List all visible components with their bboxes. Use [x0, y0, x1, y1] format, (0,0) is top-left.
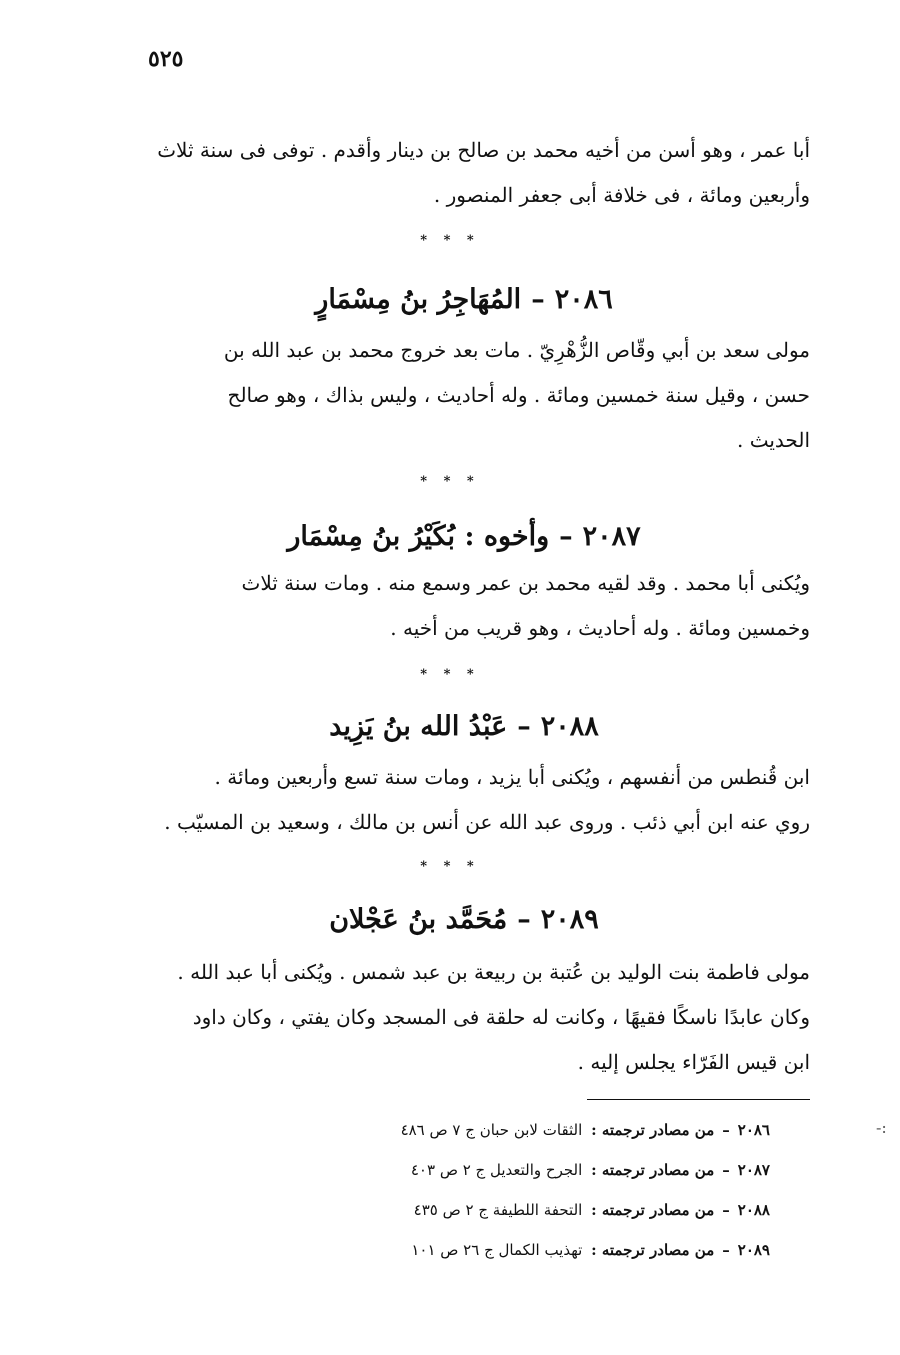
entry-body-2087	[118, 561, 810, 651]
entry-name: مُحَمَّد بنُ عَجْلان	[329, 904, 508, 935]
page-number: ٥٢٥	[148, 46, 184, 72]
entry-heading-2089	[118, 900, 810, 940]
footnote-dash: –	[722, 1241, 730, 1259]
footnote-label: من مصادر ترجمته :	[591, 1201, 715, 1219]
paragraph-line: روي عنه ابن أبي ذئب . وروى عبد الله عن أنس بن مالك ، وسعيد بن المسيّب .	[164, 810, 810, 834]
footnote-label: من مصادر ترجمته :	[591, 1161, 715, 1179]
entry-heading-2087	[118, 517, 810, 557]
entry-body-2086	[118, 328, 810, 463]
footnote-label: من مصادر ترجمته :	[591, 1121, 715, 1139]
footnote-dash: –	[722, 1121, 730, 1139]
paragraph-line: ابن قُنطس من أنفسهم ، ويُكنى أبا يزيد ، ومات سنة تسع وأربعين ومائة .	[214, 765, 810, 789]
entry-number: ٢٠٨٦	[554, 284, 613, 315]
paragraph-line: وخمسين ومائة . وله أحاديث ، وهو قريب من أخيه .	[390, 616, 810, 640]
paragraph-line: وأربعين ومائة ، فى خلافة أبى جعفر المنصور .	[433, 183, 810, 207]
footnote-dash: –	[722, 1161, 730, 1179]
footnote-number: ٢٠٨٦	[737, 1121, 770, 1139]
paragraph-line: ويُكنى أبا محمد . وقد لقيه محمد بن عمر وسمع منه . ومات سنة ثلاث	[241, 571, 810, 595]
footnote-number: ٢٠٨٨	[737, 1201, 770, 1219]
footnote-item	[200, 1230, 770, 1270]
intro-paragraph	[118, 128, 810, 218]
footnotes	[200, 1110, 770, 1270]
paragraph-line: أبا عمر ، وهو أسن من أخيه محمد بن صالح بن دينار وأقدم . توفى فى سنة ثلاث	[157, 138, 810, 162]
paragraph-line: مولى سعد بن أبي وقّاص الزُّهْرِيّ . مات بعد خروج محمد بن عبد الله بن	[223, 338, 810, 362]
paragraph-line: ابن قيس الفَرّاء يجلس إليه .	[577, 1050, 810, 1074]
section-separator: * * *	[420, 474, 480, 489]
entry-dash: –	[559, 521, 573, 552]
footnote-source: تهذيب الكمال ج ٢٦ ص ١٠١	[411, 1241, 583, 1259]
margin-mark: -:	[876, 1118, 887, 1137]
entry-number: ٢٠٨٨	[540, 711, 599, 742]
entry-body-2088	[118, 755, 810, 845]
entry-number: ٢٠٨٧	[582, 521, 641, 552]
footnote-label: من مصادر ترجمته :	[591, 1241, 715, 1259]
entry-heading-2086	[118, 280, 810, 320]
section-separator: * * *	[420, 859, 480, 874]
paragraph-line: الحديث .	[737, 428, 810, 452]
section-separator: * * *	[420, 233, 480, 248]
footnote-source: التحفة اللطيفة ج ٢ ص ٤٣٥	[413, 1201, 583, 1219]
paragraph-line: حسن ، وقيل سنة خمسين ومائة . وله أحاديث ، وليس بذاك ، وهو صالح	[227, 383, 810, 407]
entry-name: عَبْدُ الله بنُ يَزِيد	[329, 711, 508, 742]
entry-dash: –	[517, 711, 531, 742]
footnote-number: ٢٠٨٧	[737, 1161, 770, 1179]
paragraph-line: مولى فاطمة بنت الوليد بن عُتبة بن ربيعة بن عبد شمس . ويُكنى أبا عبد الله .	[177, 960, 810, 984]
entry-name: المُهَاجِرُ بنُ مِسْمَارٍ	[315, 284, 522, 315]
footnote-item	[200, 1110, 770, 1150]
footnote-source: الجرح والتعديل ج ٢ ص ٤٠٣	[410, 1161, 583, 1179]
footnote-source: الثقات لابن حبان ج ٧ ص ٤٨٦	[400, 1121, 583, 1139]
footnote-item	[200, 1150, 770, 1190]
entry-dash: –	[517, 904, 531, 935]
section-separator: * * *	[420, 667, 480, 682]
footnote-divider	[587, 1099, 810, 1100]
entry-dash: –	[531, 284, 545, 315]
footnote-number: ٢٠٨٩	[737, 1241, 770, 1259]
entry-number: ٢٠٨٩	[540, 904, 599, 935]
paragraph-line: وكان عابدًا ناسكًا فقيهًا ، وكانت له حلقة فى المسجد وكان يفتي ، وكان داود	[192, 1005, 810, 1029]
footnote-dash: –	[722, 1201, 730, 1219]
footnote-item	[200, 1190, 770, 1230]
entry-name: وأخوه : بُكَيْرُ بنُ مِسْمَار	[287, 521, 550, 552]
entry-heading-2088	[118, 707, 810, 747]
entry-body-2089	[118, 950, 810, 1085]
